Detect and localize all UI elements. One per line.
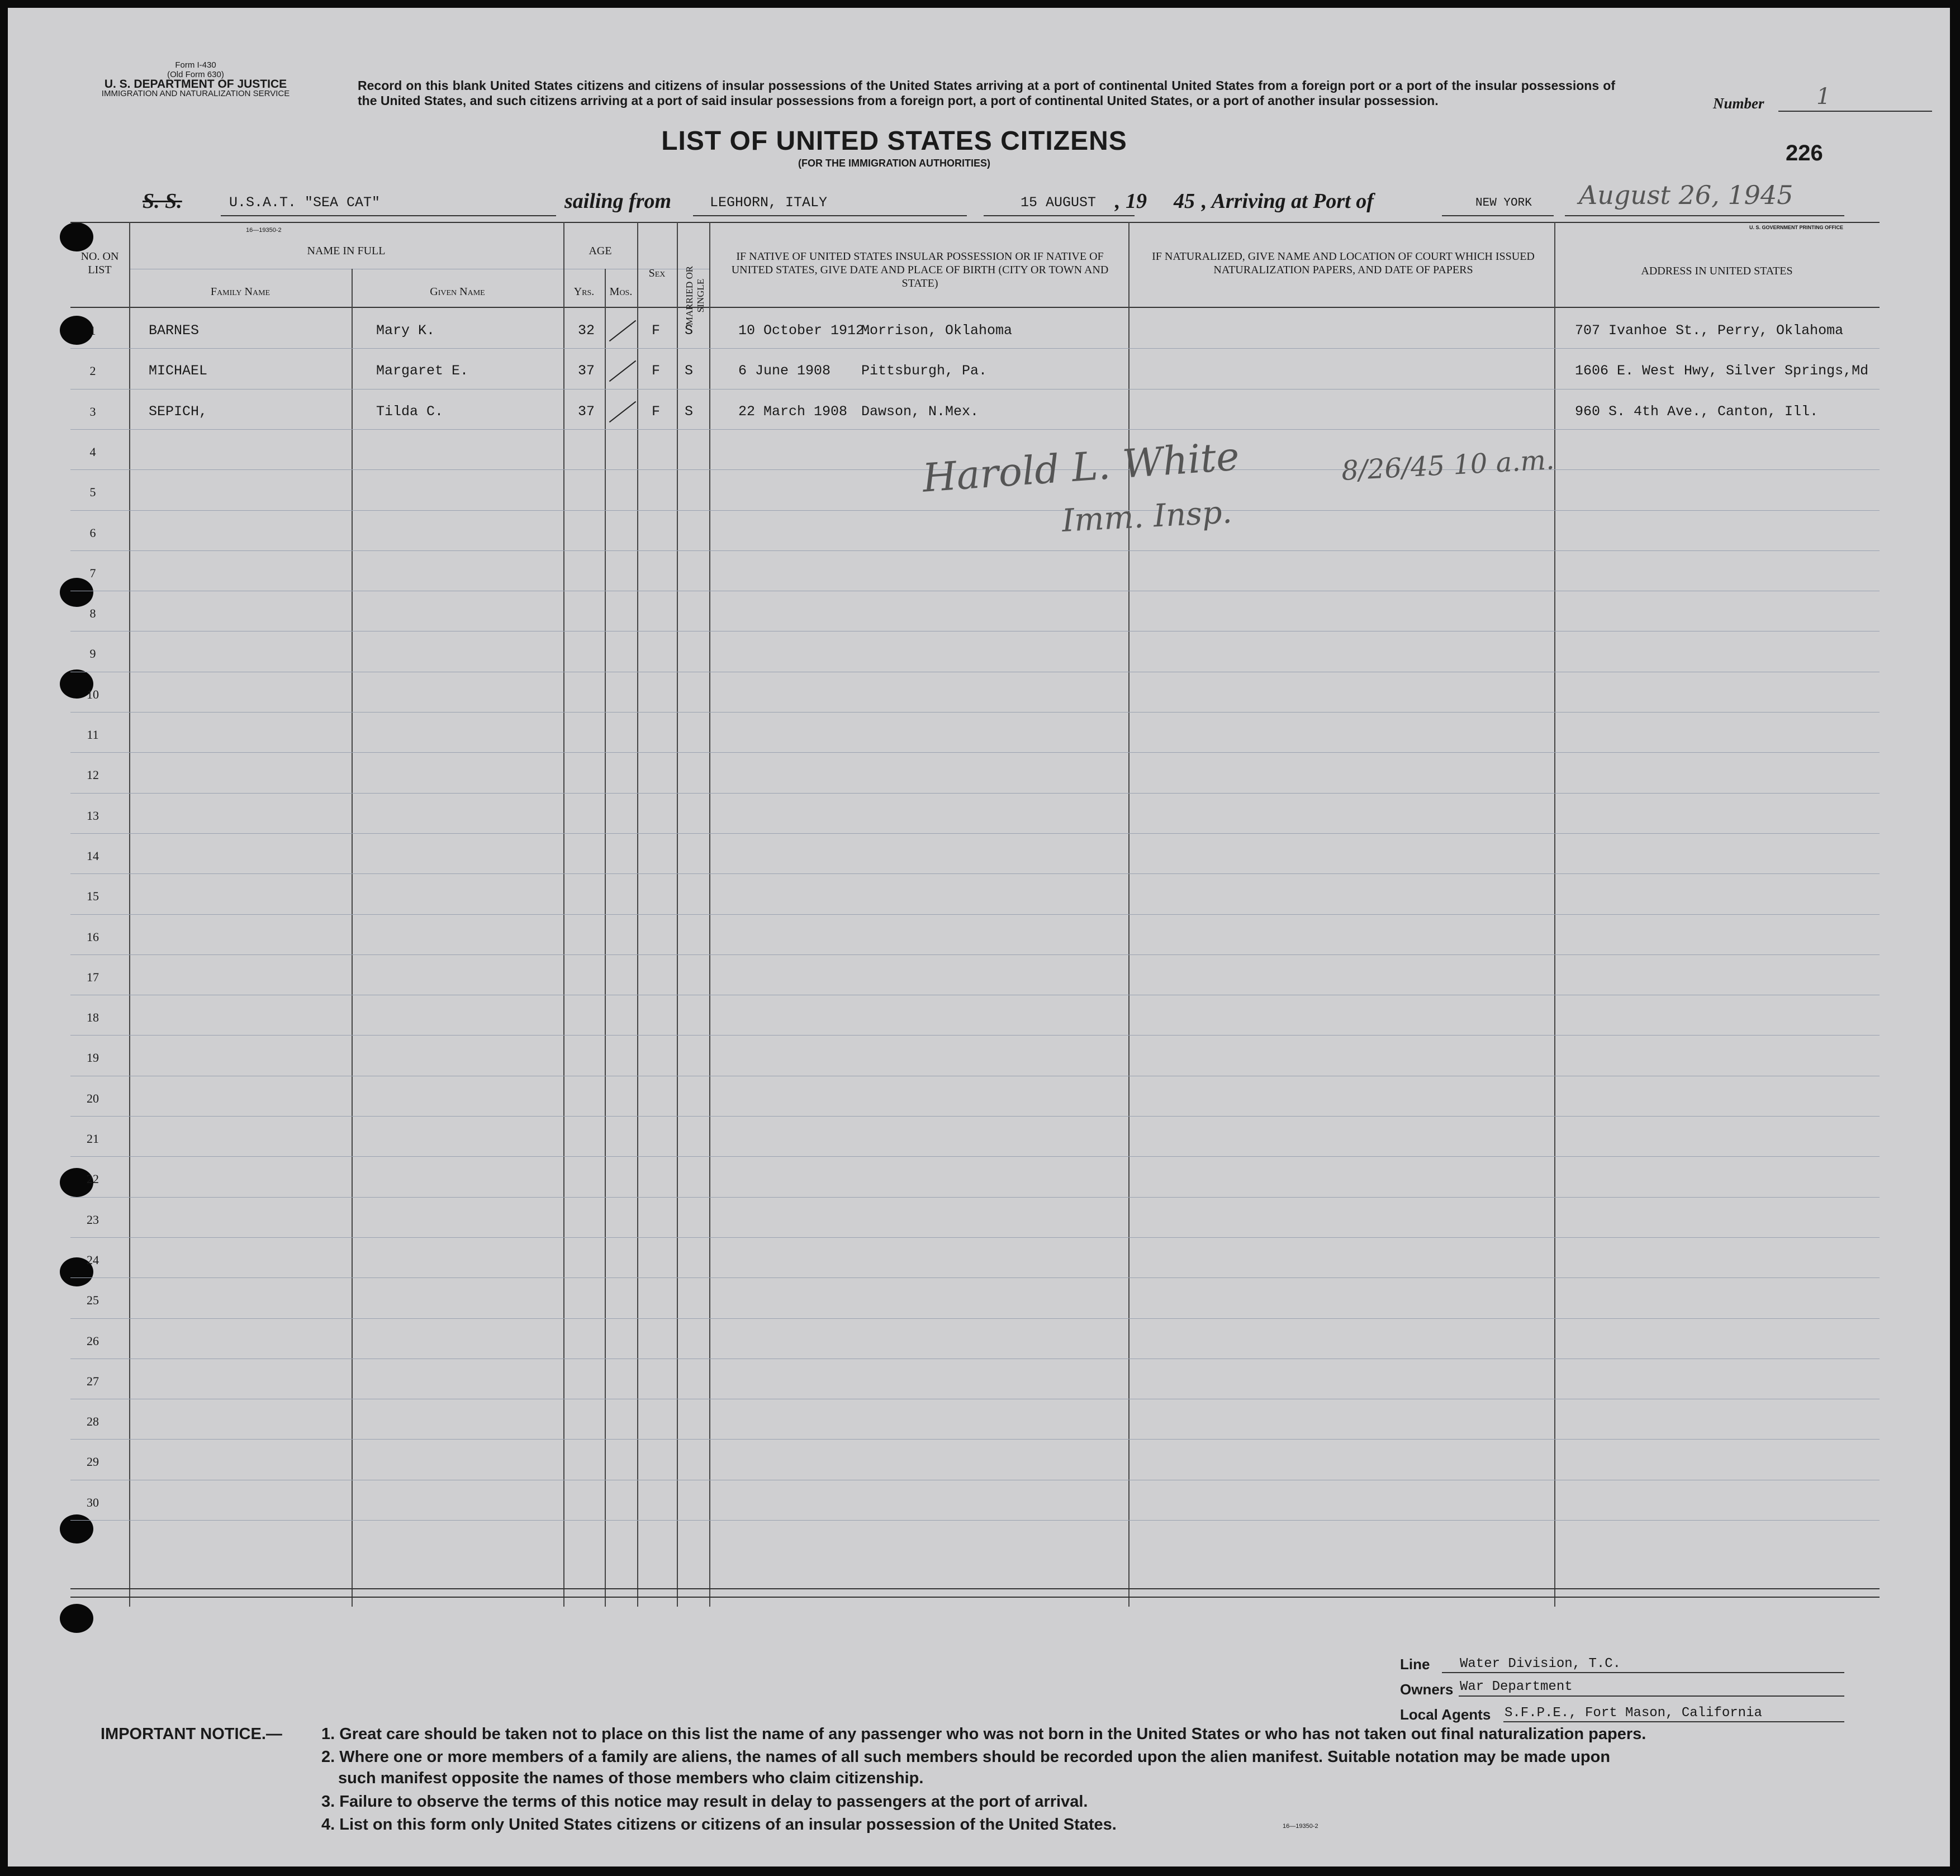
cell-sex: F	[652, 403, 661, 420]
cell-birth-date: 10 October 1912.	[738, 322, 873, 339]
header-family-name: Family Name	[210, 286, 270, 298]
table-row-rule	[70, 1156, 1880, 1157]
header-age-months: Mos.	[609, 286, 633, 298]
header-no-on-list: NO. ON LIST	[80, 250, 119, 276]
cell-birth-date: 6 June 1908	[738, 363, 831, 379]
department-name: U. S. DEPARTMENT OF JUSTICE	[104, 78, 287, 91]
table-row-rule	[70, 1197, 1880, 1198]
cell-status: S	[685, 403, 694, 420]
cell-family: MICHAEL	[149, 363, 208, 379]
row-number: 30	[87, 1495, 99, 1509]
header-age-years: Yrs.	[573, 286, 595, 298]
footer-code: 16—19350-2	[1283, 1823, 1318, 1830]
row-number: 11	[87, 728, 99, 742]
header-birth: IF NATIVE OF UNITED STATES INSULAR POSSESSION OR IF NATIVE OF UNITED STATES, GIVE DATE AND PLACE OF BIRTH (CITY OR TOWN AND STATE)	[731, 250, 1109, 289]
form-title: LIST OF UNITED STATES CITIZENS	[661, 126, 1127, 156]
print-code: 16—19350-2	[246, 227, 282, 234]
row-number: 13	[87, 808, 99, 823]
cell-given: Margaret E.	[376, 363, 469, 379]
punch-hole	[60, 1604, 93, 1633]
table-row-rule	[70, 752, 1880, 753]
departure-underline	[693, 215, 967, 216]
row-number: 17	[87, 970, 99, 984]
arrival-date-underline	[1565, 215, 1844, 216]
row-number: 26	[87, 1333, 99, 1348]
row-number: 16	[87, 929, 99, 944]
cell-status: S	[685, 322, 694, 339]
header-naturalized: IF NATURALIZED, GIVE NAME AND LOCATION OF COURT WHICH ISSUED NATURALIZATION PAPERS, AND DATE OF PAPERS	[1152, 250, 1535, 276]
inspection-date-time: 8/26/45 10 a.m.	[1340, 444, 1555, 487]
row-number: 25	[87, 1293, 99, 1308]
cell-address: 960 S. 4th Ave., Canton, Ill.	[1575, 403, 1819, 420]
table-row-rule	[70, 510, 1880, 511]
row-number: 5	[89, 485, 96, 500]
ss-label: S. S.	[143, 189, 182, 213]
months-tick-mark	[609, 320, 637, 342]
table-row-rule	[70, 1277, 1880, 1278]
table-row-rule	[70, 1116, 1880, 1117]
row-number: 21	[87, 1132, 99, 1146]
cell-yrs: 37	[578, 403, 595, 420]
form-identification	[73, 60, 319, 98]
row-number: 9	[89, 647, 96, 661]
arriving-label: , Arriving at Port of	[1202, 189, 1374, 213]
table-row-rule	[70, 1318, 1880, 1319]
row-number: 8	[89, 606, 96, 621]
table-row-rule	[70, 914, 1880, 915]
months-tick-mark	[609, 360, 637, 382]
cell-status: S	[685, 363, 694, 379]
row-number: 15	[87, 889, 99, 904]
old-form-number: (Old Form 630)	[167, 70, 224, 79]
notice-item-2b: such manifest opposite the names of those members who claim citizenship.	[338, 1769, 924, 1787]
table-row-rule	[70, 873, 1880, 874]
vessel-name: U.S.A.T. "SEA CAT"	[229, 194, 381, 211]
owners-value: War Department	[1460, 1679, 1573, 1694]
table-row-rule	[70, 1237, 1880, 1238]
sailing-date: 15 AUGUST	[1021, 194, 1097, 211]
row-number: 1	[89, 324, 96, 338]
header-given-name: Given Name	[430, 286, 485, 298]
header-married-or-single: MARRIED OR SINGLE	[684, 265, 706, 326]
owners-label: Owners	[1400, 1681, 1454, 1698]
row-number: 12	[87, 768, 99, 782]
table-row-rule	[70, 348, 1880, 349]
notice-item-1: 1. Great care should be taken not to place on this list the name of any passenger who was not born in the United States or who has not taken out final naturalization papers.	[321, 1725, 1646, 1743]
cell-family: BARNES	[149, 322, 200, 339]
row-number: 20	[87, 1091, 99, 1105]
table-bottom-rule	[70, 1597, 1880, 1598]
sailing-year: 45	[1174, 189, 1195, 213]
arrival-date: August 26, 1945	[1579, 180, 1793, 210]
row-number: 19	[87, 1051, 99, 1065]
year-prefix: , 19	[1115, 189, 1147, 213]
table-row-rule	[70, 954, 1880, 955]
table-row-rule	[70, 712, 1880, 713]
vessel-underline	[221, 215, 556, 216]
cell-birth-place: Pittsburgh, Pa.	[861, 363, 988, 379]
arrival-port-underline	[1442, 215, 1554, 216]
passenger-table	[70, 222, 1880, 1607]
cell-given: Tilda C.	[376, 403, 444, 420]
notice-item-3: 3. Failure to observe the terms of this notice may result in delay to passengers at the port of arrival.	[321, 1793, 1088, 1811]
sailing-date-underline	[984, 215, 1135, 216]
table-row-rule	[70, 429, 1880, 430]
row-number: 3	[89, 404, 96, 419]
row-number: 6	[89, 525, 96, 540]
notice-lead: IMPORTANT NOTICE.—	[101, 1725, 282, 1743]
service-name: IMMIGRATION AND NATURALIZATION SERVICE	[101, 89, 290, 98]
table-row-rule	[70, 1035, 1880, 1036]
row-number: 28	[87, 1414, 99, 1429]
line-underline	[1442, 1672, 1844, 1673]
cell-address: 707 Ivanhoe St., Perry, Oklahoma	[1575, 322, 1844, 339]
row-number: 14	[87, 848, 99, 863]
row-number: 4	[89, 444, 96, 459]
cell-yrs: 32	[578, 322, 595, 339]
cell-address: 1606 E. West Hwy, Silver Springs,Md	[1575, 363, 1869, 379]
row-number: 10	[87, 687, 99, 701]
row-number: 18	[87, 1010, 99, 1025]
header-address: ADDRESS IN UNITED STATES	[1641, 265, 1793, 277]
cell-birth-place: Dawson, N.Mex.	[861, 403, 979, 420]
cell-yrs: 37	[578, 363, 595, 379]
table-row-rule	[70, 1520, 1880, 1521]
line-value: Water Division, T.C.	[1460, 1656, 1621, 1671]
table-bottom-rule	[70, 1588, 1880, 1589]
row-number: 24	[87, 1252, 99, 1267]
row-number: 29	[87, 1455, 99, 1469]
sailing-from-label: sailing from	[564, 189, 672, 213]
agents-label: Local Agents	[1400, 1706, 1491, 1723]
gpo-note: U. S. GOVERNMENT PRINTING OFFICE	[1749, 225, 1844, 230]
line-label: Line	[1400, 1656, 1430, 1673]
row-number: 27	[87, 1374, 99, 1388]
owners-underline	[1459, 1695, 1844, 1697]
table-row-rule	[70, 389, 1880, 390]
number-value: 1	[1816, 84, 1831, 110]
agents-underline	[1503, 1721, 1844, 1722]
number-underline	[1778, 111, 1932, 112]
row-number: 22	[87, 1172, 99, 1186]
cell-sex: F	[652, 322, 661, 339]
header-name-in-full: NAME IN FULL	[307, 245, 386, 257]
form-subtitle: (FOR THE IMMIGRATION AUTHORITIES)	[798, 158, 990, 169]
header-age: AGE	[589, 245, 612, 257]
form-number: Form I-430	[175, 60, 216, 70]
cell-birth-place: Morrison, Oklahoma	[861, 322, 1013, 339]
number-label: Number	[1713, 95, 1764, 112]
table-row-rule	[70, 1439, 1880, 1440]
inspector-signature: Harold L. White	[920, 433, 1241, 501]
inspector-title: Imm. Insp.	[1061, 494, 1233, 539]
notice-item-4: 4. List on this form only United States citizens or citizens of an insular possession of the United States.	[321, 1816, 1117, 1834]
table-row-rule	[70, 793, 1880, 794]
notice-item-2a: 2. Where one or more members of a family are aliens, the names of all such members should be recorded upon the alien manifest. Suitable notation may be made upon	[321, 1748, 1611, 1766]
form-instructions: Record on this blank United States citizens and citizens of insular possessions of the United States arriving at a port of continental United States from a foreign port or a port of the insular possessions of the United States, and such citizens arriving at a port of said insular possessions from a foreign port, a port of continental United States, or a port of another insular possession.	[358, 78, 1615, 108]
agents-value: S.F.P.E., Fort Mason, California	[1505, 1706, 1762, 1721]
departure-port: LEGHORN, ITALY	[710, 194, 828, 211]
arrival-port: NEW YORK	[1475, 197, 1532, 210]
row-number: 2	[89, 364, 96, 378]
cell-sex: F	[652, 363, 661, 379]
row-number: 23	[87, 1212, 99, 1227]
header-sex: Sex	[648, 267, 666, 279]
row-number: 7	[89, 566, 96, 580]
cell-birth-date: 22 March 1908	[738, 403, 848, 420]
cell-family: SEPICH,	[149, 403, 208, 420]
table-row-rule	[70, 550, 1880, 551]
months-tick-mark	[609, 401, 637, 422]
stamp-number: 226	[1786, 141, 1823, 165]
cell-given: Mary K.	[376, 322, 435, 339]
table-row-rule	[70, 833, 1880, 834]
